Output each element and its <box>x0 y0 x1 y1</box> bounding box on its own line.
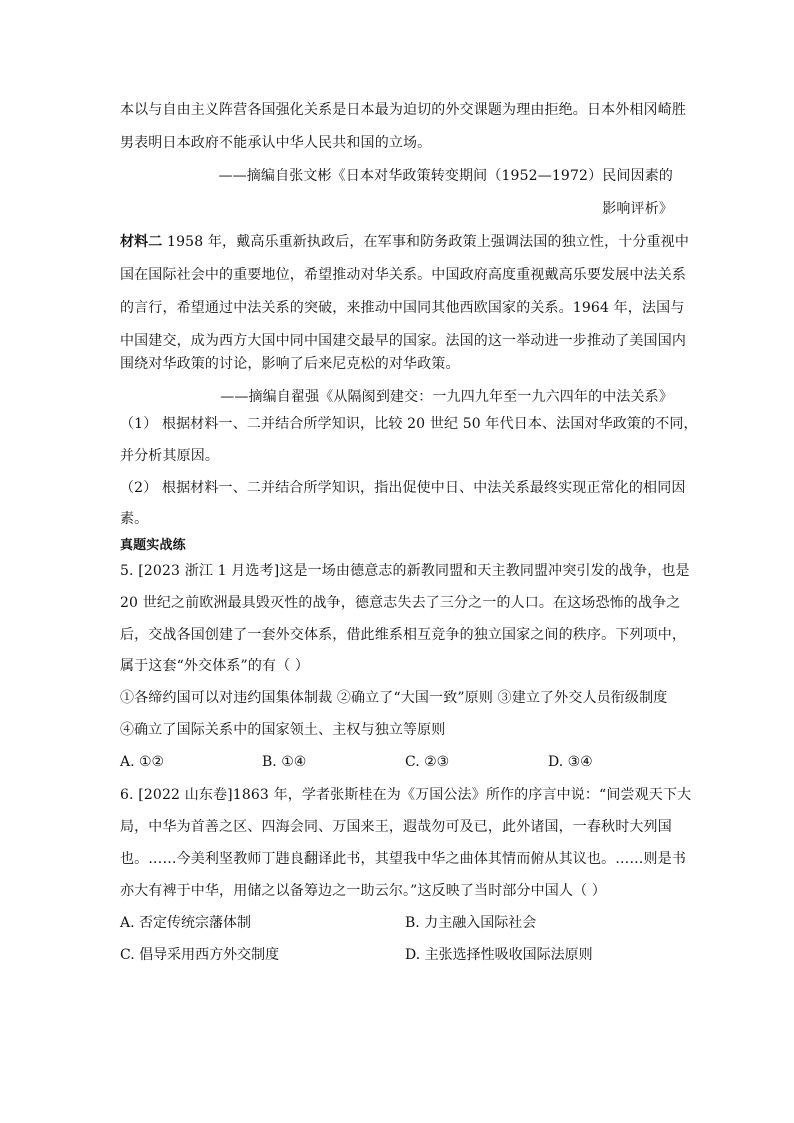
question-5-line: 5. [2023 浙江 1 月选考]这是一场由德意志的新教同盟和天主教同盟冲突引发的战争，也是 <box>120 563 690 579</box>
question-5-items: ④确立了国际关系中的国家领土、主权与独立等原则 <box>120 722 446 738</box>
option-c: C. ②③ <box>405 754 450 770</box>
question-6-line: 也。……今美利坚教师丁韪良翻译此书，其望我中华之曲体其情而俯从其议也。……则是书 <box>120 851 686 867</box>
material2-text-line: 围绕对华政策的讨论，影响了后来尼克松的对华政策。 <box>120 356 460 372</box>
question-2-line: （2） 根据材料一、二并结合所学知识，指出促使中日、中法关系最终实现正常化的相同因 <box>120 480 686 496</box>
material2-text-line: 中国建交，成为西方大国中同中国建交最早的国家。法国的这一举动进一步推动了美国国内 <box>120 333 686 349</box>
section-title: 真题实战练 <box>120 538 186 553</box>
question-5-options <box>120 752 680 772</box>
material1-source-cont: 影响评析》 <box>602 201 673 217</box>
option-b: B. ①④ <box>262 754 307 770</box>
question-6-line: 亦大有裨于中华，用储之以备筹边之一助云尔。”这反映了当时部分中国人（ ） <box>120 883 607 899</box>
material2-text-line: 的言行，希望通过中法关系的突破，来推动中国同其他西欧国家的关系。1964 年，法国与 <box>120 300 685 316</box>
option-a: A. ①② <box>120 754 165 770</box>
material2-source: ——摘编自翟强《从隔阂到建交：一九四九年至一九六四年的中法关系》 <box>220 389 673 405</box>
material1-source: ——摘编自张文彬《日本对华政策转变期间（1952—1972）民间因素的 <box>218 168 673 184</box>
material1-text-line: 本以与自由主义阵营各国强化关系是日本最为迫切的外交课题为理由拒绝。日本外相冈崎胜 <box>120 102 686 118</box>
question-6-options-row2 <box>120 945 680 965</box>
option-a: A. 否定传统宗藩体制 <box>120 915 252 931</box>
material2-text-line: 国在国际社会中的重要地位，希望推动对华关系。中国政府高度重视戴高乐要发展中法关系 <box>120 267 686 283</box>
material2-text: 1958 年，戴高乐重新执政后，在军事和防务政策上强调法国的独立性，十分重视中 <box>162 234 689 250</box>
question-5-line: 后，交战各国创建了一套外交体系，借此维系相互竞争的独立国家之间的秩序。下列项中， <box>120 627 686 643</box>
material2-label: 材料二 <box>120 234 163 250</box>
question-6-line: 6. [2022 山东卷]1863 年，学者张斯桂在为《万国公法》所作的序言中说：“间尝观天下大 <box>120 787 692 803</box>
material2-first-line <box>120 232 689 252</box>
question-6-options-row1 <box>120 913 680 933</box>
question-1-line: 并分析其原因。 <box>120 448 220 464</box>
question-2-line: 素。 <box>120 511 149 527</box>
question-5-items: ①各缔约国可以对违约国集体制裁 ②确立了“大国一致”原则 ③建立了外交人员衔级制度 <box>120 690 668 706</box>
question-5-line: 属于这套“外交体系”的有（ ） <box>120 658 310 674</box>
question-6-line: 局，中华为首善之区、四海会同、万国来王，遐哉勿可及已，此外诸国，一春秋时大列国 <box>120 819 672 835</box>
option-d: D. 主张选择性吸收国际法原则 <box>405 947 593 963</box>
option-b: B. 力主融入国际社会 <box>405 915 537 931</box>
material1-text-line: 男表明日本政府不能承认中华人民共和国的立场。 <box>120 135 432 151</box>
question-5-line: 20 世纪之前欧洲最具毁灭性的战争，德意志失去了三分之一的人口。在这场恐怖的战争之 <box>120 595 681 611</box>
question-1-line: （1） 根据材料一、二并结合所学知识，比较 20 世纪 50 年代日本、法国对华政策的不同， <box>120 416 698 432</box>
option-c: C. 倡导采用西方外交制度 <box>120 947 280 963</box>
option-d: D. ③④ <box>548 754 593 770</box>
